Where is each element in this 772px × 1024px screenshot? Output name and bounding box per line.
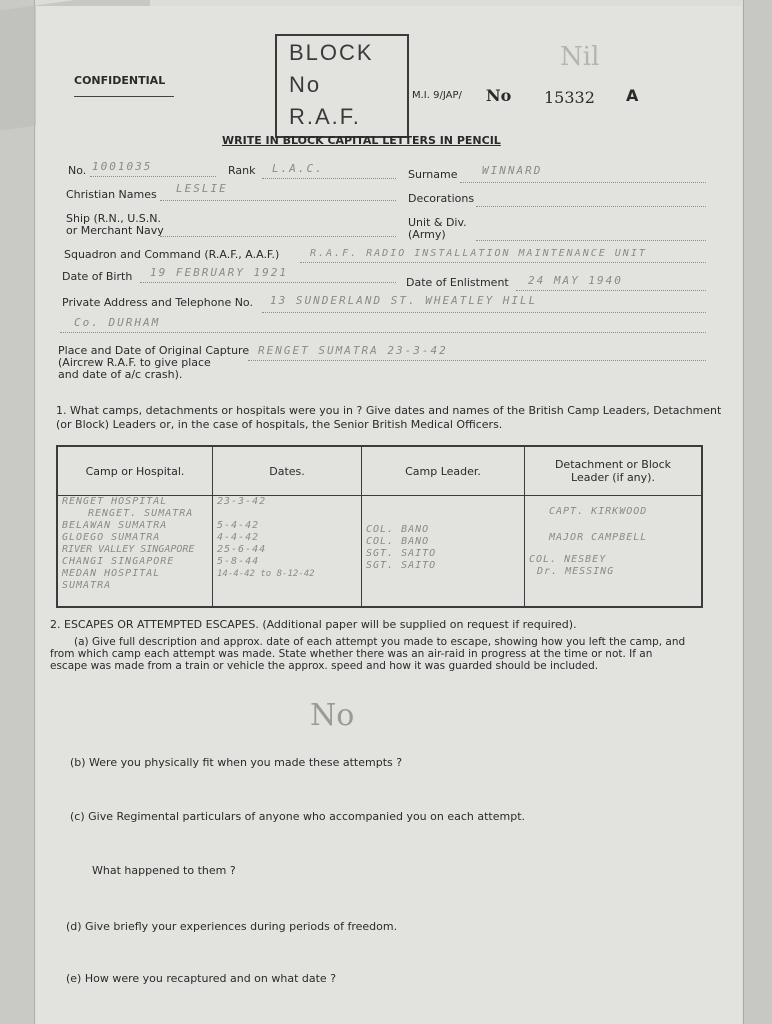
block-stamp [275, 34, 409, 138]
question-a-line3: escape was made from a train or vehicle the approx. speed and how it was guarded should be included. [50, 660, 599, 672]
question-e: (e) How were you recaptured and on what date ? [66, 972, 337, 985]
escape-answer: No [310, 698, 355, 733]
mi9-ref: M.I. 9/JAP/ [412, 90, 462, 101]
camp-table [56, 445, 703, 608]
capture-label: Place and Date of Original Capture [58, 344, 250, 357]
camp-entry: RIVER VALLEY SINGAPORE [62, 544, 195, 555]
block-leaders-column [525, 496, 703, 608]
camp-entry: MEDAN HOSPITAL SUMATRA [62, 568, 161, 591]
question-c: (c) Give Regimental particulars of anyone who accompanied you on each attempt. [70, 810, 526, 823]
instruction: WRITE IN BLOCK CAPITAL LETTERS IN PENCIL [222, 134, 501, 147]
camp-entry: RENGET. SUMATRA [88, 508, 194, 519]
leader-entry: SGT. SAITO [366, 548, 437, 559]
confidential-label: CONFIDENTIAL [74, 74, 166, 87]
question-a-line2: from which camp each attempt was made. State whether there was an air-raid in progress at the time or not. If an [50, 648, 653, 660]
christian-names-line [160, 200, 396, 201]
date-entry: 14-4-42 to 8-12-42 [217, 569, 315, 579]
unit-label: Unit & Div. [408, 216, 467, 229]
leader-entry: COL. BANO [366, 524, 430, 535]
dob-value: 19 FEBRUARY 1921 [150, 266, 288, 279]
camps-column [57, 496, 213, 608]
rank-value: L.A.C. [272, 162, 324, 175]
question-c-followup: What happened to them ? [92, 864, 236, 877]
question-d: (d) Give briefly your experiences during periods of freedom. [66, 920, 398, 933]
confidential-underline [74, 96, 174, 97]
question-a-line1: (a) Give full description and approx. date of each attempt you made to escape, showing how you left the camp, and [74, 636, 686, 648]
squadron-value: R.A.F. RADIO INSTALLATION MAINTENANCE UNIT [310, 248, 647, 259]
ship-label: Ship (R.N., U.S.N. [66, 212, 161, 225]
header-leader: Camp Leader. [362, 446, 525, 496]
unit-line [476, 240, 706, 241]
dob-label: Date of Birth [62, 270, 133, 283]
leaders-column [362, 496, 525, 608]
capture-label-3: and date of a/c crash). [58, 368, 183, 381]
address-value: 13 SUNDERLAND ST. WHEATLEY HILL [270, 294, 538, 307]
decorations-label: Decorations [408, 192, 475, 205]
surname-label: Surname [408, 168, 458, 181]
stamp-line1: BLOCK [289, 40, 374, 65]
dob-line [140, 282, 396, 283]
christian-names-value: LESLIE [176, 182, 228, 195]
question-1: 1. What camps, detachments or hospitals were you in ? Give dates and names of the British Camp Leaders, Detachment [56, 404, 722, 417]
leader-entry: SGT. SAITO [366, 560, 437, 571]
block-leader-entry: Dr. MESSING [537, 566, 615, 577]
christian-names-label: Christian Names [66, 188, 157, 201]
rank-label: Rank [228, 164, 256, 177]
block-leader-entry: COL. NESBEY [529, 554, 607, 565]
folder-tab [0, 0, 35, 1024]
enlistment-label: Date of Enlistment [406, 276, 509, 289]
header-camp: Camp or Hospital. [57, 446, 213, 496]
question-b: (b) Were you physically fit when you made these attempts ? [70, 756, 403, 769]
service-no-value: 1001035 [92, 160, 153, 173]
address-value-2: Co. DURHAM [74, 316, 161, 329]
nil-annotation: Nil [560, 42, 600, 72]
capture-line [248, 360, 706, 361]
date-entry: 23-3-42 [217, 496, 267, 507]
block-leader-entry: MAJOR CAMPBELL [549, 532, 648, 543]
dates-column [213, 496, 362, 608]
camp-entry: RENGET HOSPITAL [62, 496, 168, 507]
service-no-label: No. [68, 164, 87, 177]
date-entry: 4-4-42 [217, 532, 260, 543]
form-number: 15332 [544, 88, 595, 107]
enlistment-value: 24 MAY 1940 [528, 274, 623, 287]
surname-line [460, 182, 706, 183]
capture-label-2: (Aircrew R.A.F. to give place [58, 356, 211, 369]
stamp-line3: R.A.F. [289, 104, 361, 129]
date-entry: 5-8-44 [217, 556, 260, 567]
squadron-label: Squadron and Command (R.A.F., A.A.F.) [64, 248, 280, 261]
header-block-leader: Detachment or Block Leader (if any). [525, 446, 703, 496]
form-suffix: A [626, 86, 639, 105]
page-edge [743, 0, 772, 1024]
date-entry: 5-4-42 [217, 520, 260, 531]
question-1-cont: (or Block) Leaders or, in the case of hospitals, the Senior British Medical Officers. [56, 418, 503, 431]
stamp-line2: No [289, 72, 322, 97]
camp-entry: BELAWAN SUMATRA [62, 520, 168, 531]
leader-entry: COL. BANO [366, 536, 430, 547]
rank-line [262, 178, 396, 179]
date-entry [213, 508, 361, 520]
squadron-line [300, 262, 706, 263]
date-entry: 25-6-44 [217, 544, 267, 555]
decorations-line [476, 206, 706, 207]
camp-entry: CHANGI SINGAPORE [62, 556, 175, 567]
ship-line [160, 236, 396, 237]
header-dates: Dates. [213, 446, 362, 496]
capture-value: RENGET SUMATRA 23-3-42 [258, 344, 448, 357]
address-line-2 [60, 332, 706, 333]
service-no-line [90, 176, 216, 177]
block-leader-entry: CAPT. KIRKWOOD [549, 506, 648, 517]
address-line [262, 312, 706, 313]
escapes-heading: 2. ESCAPES OR ATTEMPTED ESCAPES. (Additional paper will be supplied on request if required). [50, 618, 577, 631]
camp-entry: GLOEGO SUMATRA [62, 532, 161, 543]
no-label: No [486, 86, 512, 105]
unit-label-2: (Army) [408, 228, 446, 241]
enlistment-line [516, 290, 706, 291]
address-label: Private Address and Telephone No. [62, 296, 253, 309]
surname-value: WINNARD [482, 164, 543, 177]
ship-label-2: or Merchant Navy [66, 224, 164, 237]
